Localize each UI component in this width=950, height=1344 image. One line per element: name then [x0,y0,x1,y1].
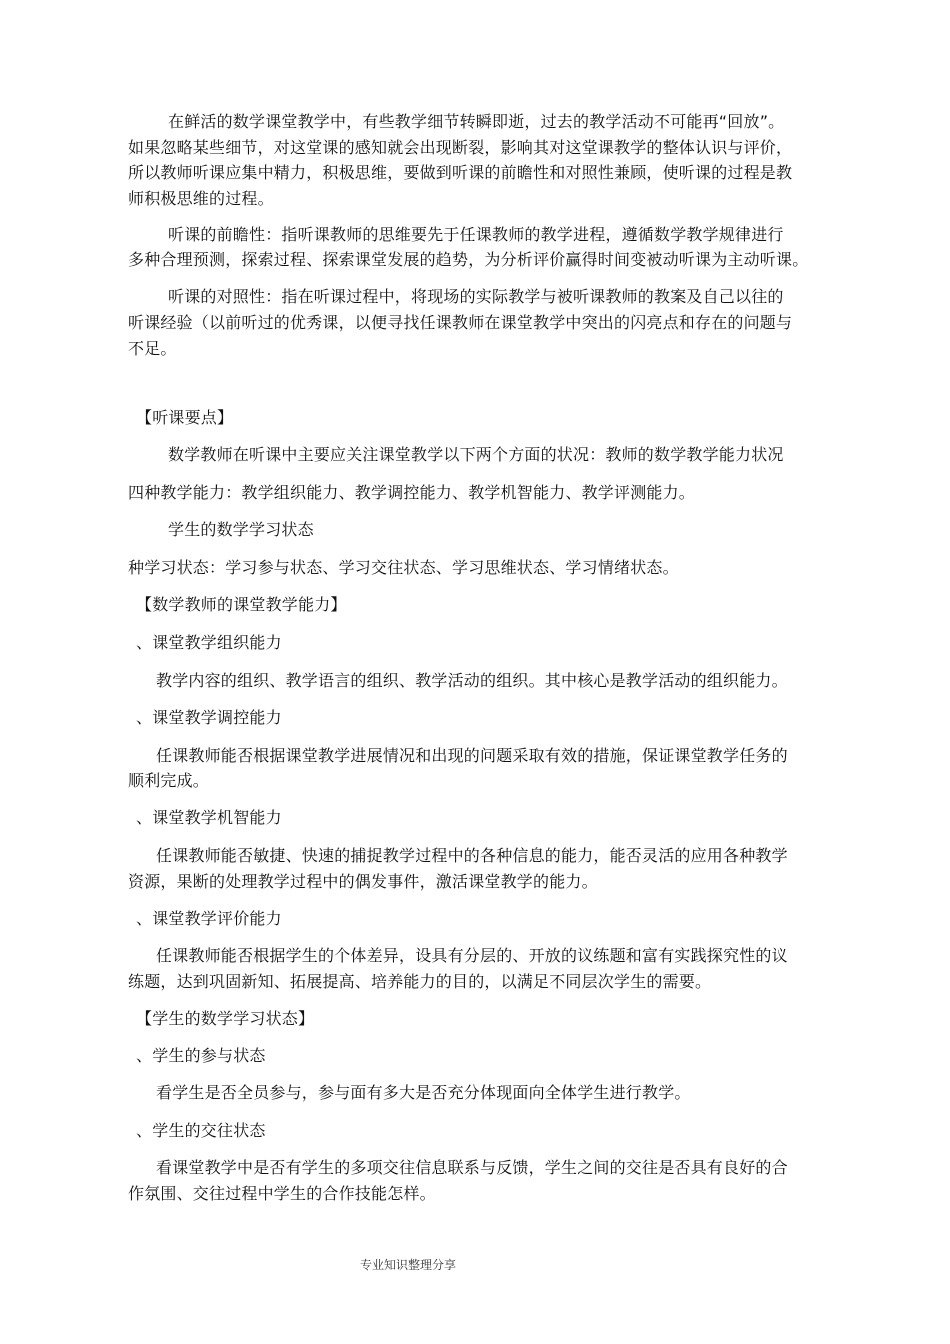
key-points-p3: 学生的数学学习状态 [168,520,314,539]
intro-p1-line-2: 如果忽略某些细节，对这堂课的感知就会出现断裂，影响其对这堂课教学的整体认识与评价， [128,138,793,157]
intro-p2-line-1: 听课的前瞻性：指听课教师的思维要先于任课教师的教学进程，遵循数学教学规律进行 [168,225,784,244]
teacher-ability-s3-title: 、课堂教学机智能力 [136,808,282,827]
teacher-ability-s2-text-line-2: 顺利完成。 [128,771,210,790]
teacher-ability-s4-text-line-2: 练题，达到巩固新知、拓展提高、培养能力的目的，以满足不同层次学生的需要。 [128,972,712,991]
intro-p1-line-3: 所以教师听课应集中精力，积极思维，要做到听课的前瞻性和对照性兼顾，使听课的过程是教 [128,163,793,182]
page-footer: 专业知识整理分享 [360,1258,457,1272]
key-points-heading: 【听课要点】 [136,408,234,427]
key-points-p1: 数学教师在听课中主要应关注课堂教学以下两个方面的状况：教师的数学教学能力状况 [168,445,784,464]
key-points-p4: 种学习状态：学习参与状态、学习交往状态、学习思维状态、学习情绪状态。 [128,558,679,577]
intro-p2-line-2: 多种合理预测，探索过程、探索课堂发展的趋势，为分析评价赢得时间变被动听课为主动听课。 [128,250,809,269]
intro-p3-line-2: 听课经验（以前听过的优秀课，以便寻找任课教师在课堂教学中突出的闪亮点和存在的问题与 [128,313,793,332]
student-state-s2-text-line-2: 作氛围、交往过程中学生的合作技能怎样。 [128,1184,436,1203]
key-points-p2: 四种教学能力：教学组织能力、教学调控能力、教学机智能力、教学评测能力。 [128,483,696,502]
student-state-s1-title: 、学生的参与状态 [136,1046,266,1065]
teacher-ability-s2-title: 、课堂教学调控能力 [136,708,282,727]
student-state-s1-text: 看学生是否全员参与，参与面有多大是否充分体现面向全体学生进行教学。 [156,1083,691,1102]
teacher-ability-s1-text: 教学内容的组织、教学语言的组织、教学活动的组织。其中核心是教学活动的组织能力。 [156,671,788,690]
intro-p1-line-4: 师积极思维的过程。 [128,189,274,208]
teacher-ability-s3-text-line-2: 资源，果断的处理教学过程中的偶发事件，激活课堂教学的能力。 [128,872,598,891]
teacher-ability-heading: 【数学教师的课堂教学能力】 [136,595,347,614]
teacher-ability-s4-text-line-1: 任课教师能否根据学生的个体差异，设具有分层的、开放的议练题和富有实践探究性的议 [156,946,788,965]
intro-p3-line-3: 不足。 [128,339,177,358]
student-state-s2-title: 、学生的交往状态 [136,1121,266,1140]
teacher-ability-s4-title: 、课堂教学评价能力 [136,909,282,928]
teacher-ability-s3-text-line-1: 任课教师能否敏捷、快速的捕捉教学过程中的各种信息的能力，能否灵活的应用各种教学 [156,846,788,865]
intro-p3-line-1: 听课的对照性：指在听课过程中，将现场的实际教学与被听课教师的教案及自己以往的 [168,287,784,306]
teacher-ability-s2-text-line-1: 任课教师能否根据课堂教学进展情况和出现的问题采取有效的措施，保证课堂教学任务的 [156,746,788,765]
student-state-s2-text-line-1: 看课堂教学中是否有学生的多项交往信息联系与反馈，学生之间的交往是否具有良好的合 [156,1158,788,1177]
student-state-heading: 【学生的数学学习状态】 [136,1009,315,1028]
intro-p1-line-1: 在鲜活的数学课堂教学中，有些教学细节转瞬即逝，过去的教学活动不可能再“回放”。 [168,112,785,131]
teacher-ability-s1-title: 、课堂教学组织能力 [136,633,282,652]
